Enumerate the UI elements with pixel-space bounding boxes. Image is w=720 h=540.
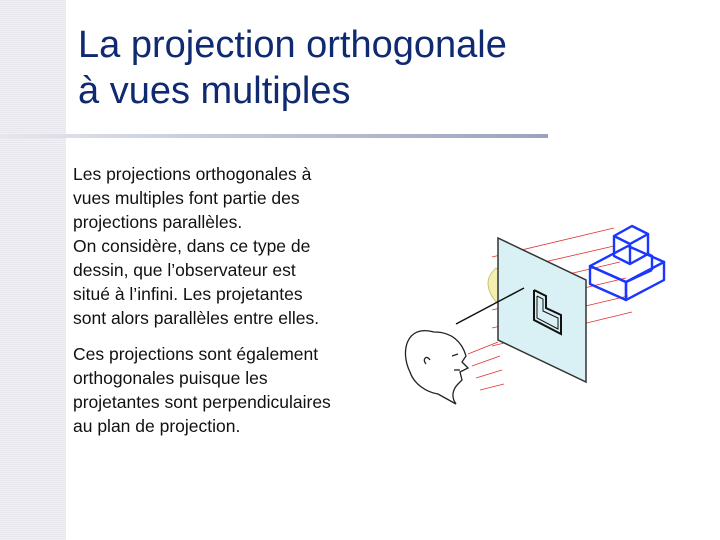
- projector-lines-front: [468, 342, 504, 390]
- paragraph-line: projetantes sont perpendiculaires: [73, 392, 331, 412]
- paragraph-line: sont alors parallèles entre elles.: [73, 308, 320, 328]
- title-line-2: à vues multiples: [78, 70, 351, 112]
- paragraph-line: orthogonales puisque les: [73, 368, 268, 388]
- page-title: [78, 22, 698, 114]
- paragraph-line: On considère, dans ce type de: [73, 236, 311, 256]
- projection-illustration: [396, 212, 696, 412]
- title-divider: [0, 134, 548, 138]
- paragraph-line: situé à l’infini. Les projetantes: [73, 284, 303, 304]
- paragraph-line: Les projections orthogonales à: [73, 164, 312, 184]
- paragraph-line: au plan de projection.: [73, 416, 241, 436]
- paragraph-line: dessin, que l’observateur est: [73, 260, 296, 280]
- decorative-left-band: [0, 0, 66, 540]
- paragraph-line: Ces projections sont également: [73, 344, 319, 364]
- paragraph-2: [73, 342, 403, 438]
- 3d-object-icon: [590, 226, 664, 300]
- paragraph-1: [73, 162, 403, 330]
- title-line-1: La projection orthogonale: [78, 24, 507, 66]
- paragraph-line: projections parallèles.: [73, 212, 243, 232]
- observer-head-icon: [405, 331, 468, 404]
- paragraph-line: vues multiples font partie des: [73, 188, 300, 208]
- projection-plane-icon: [498, 238, 586, 382]
